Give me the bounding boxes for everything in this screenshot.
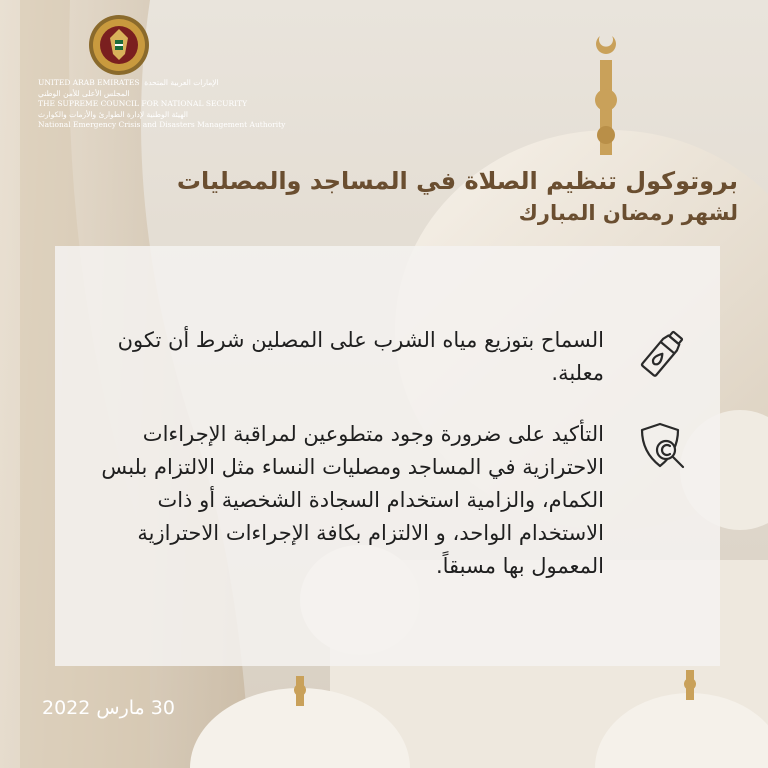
org-name-ar: الإمارات العربية المتحدة	[144, 78, 219, 87]
title-line-2: لشهر رمضان المبارك	[518, 201, 738, 225]
council-name-ar: المجلس الأعلى للأمن الوطني	[38, 88, 130, 98]
org-name-en: UNITED ARAB EMIRATES	[38, 78, 140, 87]
water-bottle-icon	[636, 326, 690, 380]
page-title	[138, 164, 738, 228]
emblem-logo	[88, 14, 150, 76]
protocol-text: التأكيد على ضرورة وجود متطوعين لمراقبة الإجراءات الاحترازية في المساجد ومصليات النساء مثل الالتزام بلبس الكمام، والزامية استخدام السجادة الشخصية أو ذات الاستخدام الواحد، و الالتزام بكافة الإجراءات الاحترازية المعمول بها مسبقاً.	[101, 422, 604, 578]
shield-search-icon	[636, 420, 690, 474]
protocol-item	[100, 418, 700, 588]
protocol-item	[100, 324, 700, 404]
authority-name-en: National Emergency Crisis and Disasters Management Authority	[38, 120, 286, 129]
authority-name-ar: الهيئة الوطنية لإدارة الطوارئ والأزمات والكوارث	[38, 109, 189, 119]
protocol-card	[55, 246, 720, 666]
protocol-text: السماح بتوزيع مياه الشرب على المصلين شرط أن تكون معلبة.	[117, 328, 604, 385]
date-label: 30 مارس 2022	[42, 697, 175, 719]
title-line-1: بروتوكول تنظيم الصلاة في المساجد والمصليات	[176, 167, 738, 195]
council-name-en: THE SUPREME COUNCIL FOR NATIONAL SECURITY	[38, 99, 248, 108]
organization-name	[38, 78, 286, 131]
